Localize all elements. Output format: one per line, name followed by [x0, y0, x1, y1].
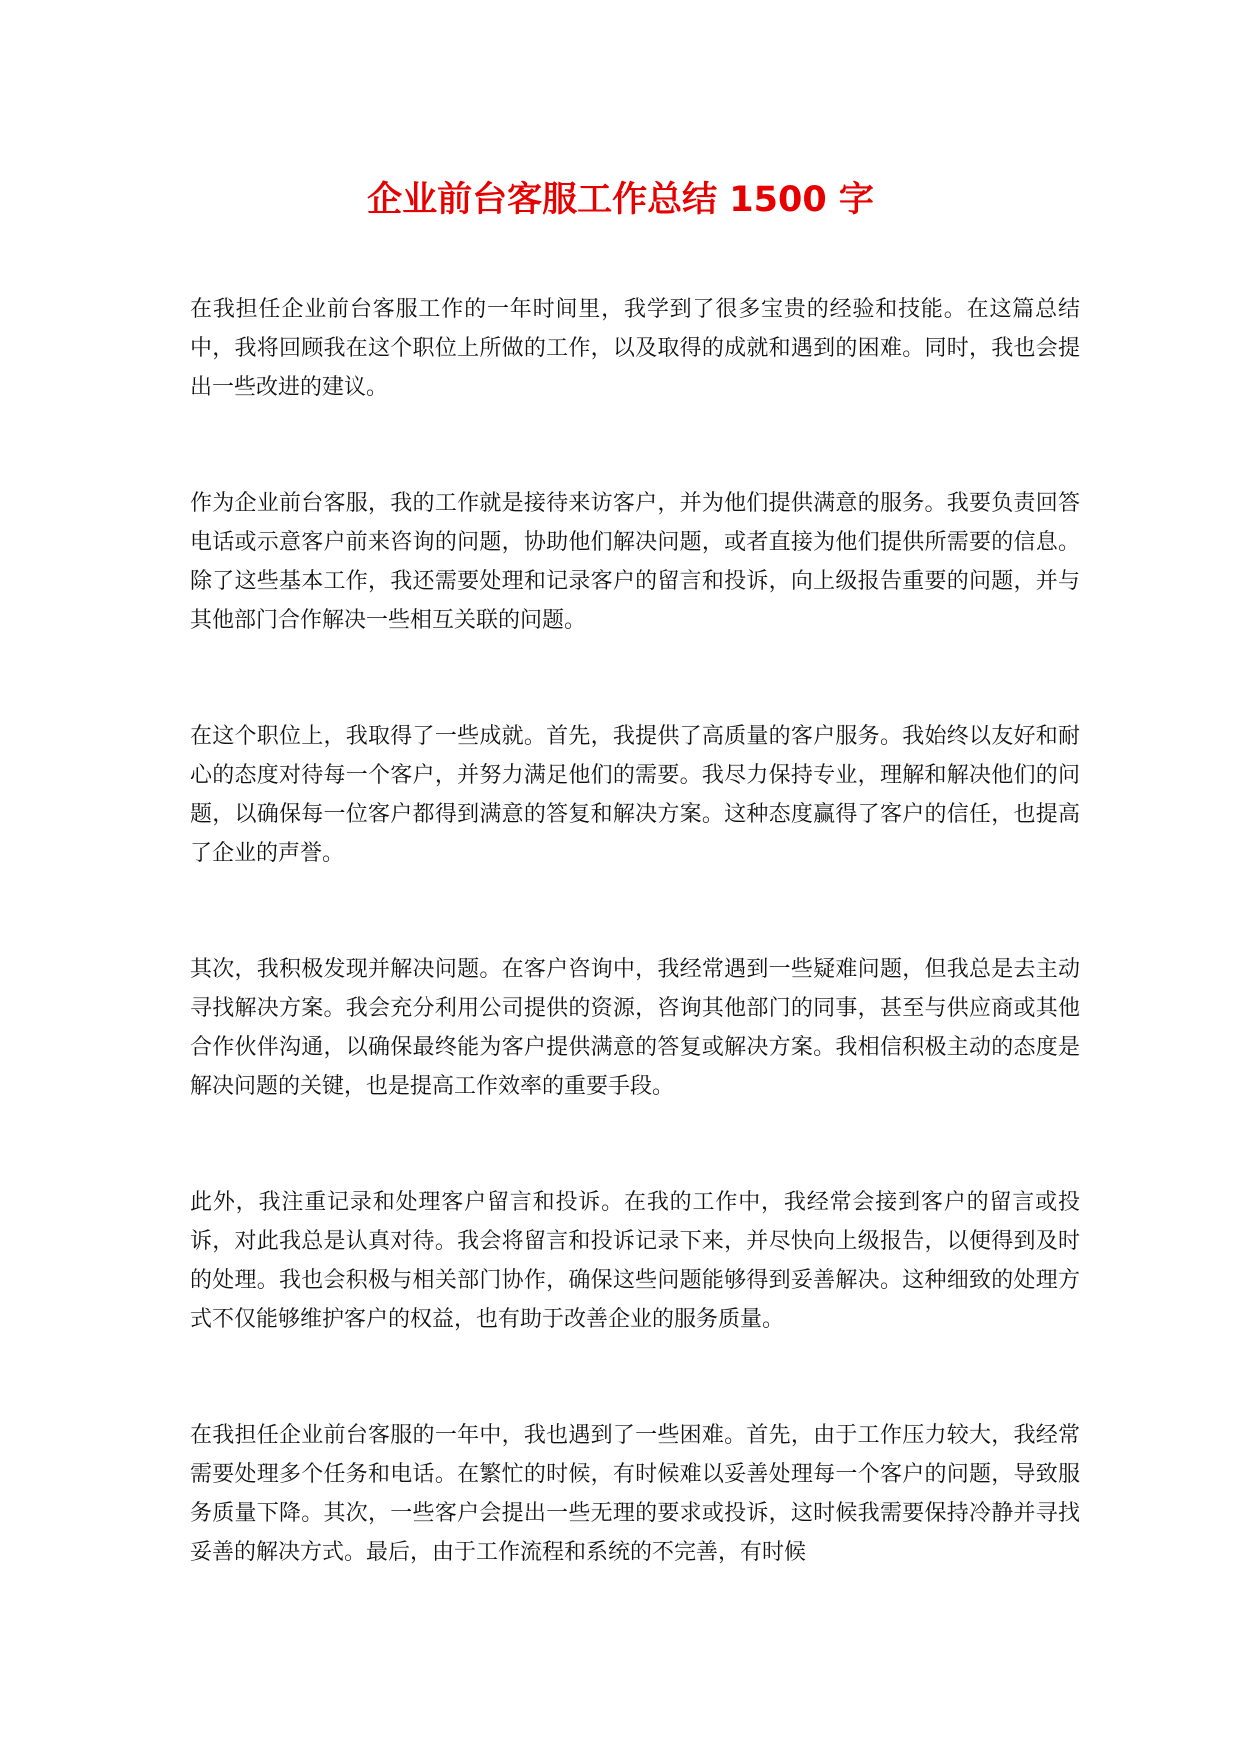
paragraph-intro: 在我担任企业前台客服工作的一年时间里，我学到了很多宝贵的经验和技能。在这篇总结中，我将回顾我在这个职位上所做的工作，以及取得的成就和遇到的困难。同时，我也会提出一些改进的建议。 [190, 297, 1080, 400]
paragraph-achievements: 在这个职位上，我取得了一些成就。首先，我提供了高质量的客户服务。我始终以友好和耐心的态度对待每一个客户，并努力满足他们的需要。我尽力保持专业，理解和解决他们的问题，以确保每一位客户都得到满意的答复和解决方案。这种态度赢得了客户的信任，也提高了企业的声誉。 [190, 724, 1080, 866]
paragraph-complaints: 此外，我注重记录和处理客户留言和投诉。在我的工作中，我经常会接到客户的留言或投诉，对此我总是认真对待。我会将留言和投诉记录下来，并尽快向上级报告，以便得到及时的处理。我也会积极与相关部门协作，确保这些问题能够得到妥善解决。这种细致的处理方式不仅能够维护客户的权益，也有助于改善企业的服务质量。 [190, 1190, 1080, 1332]
paragraph-difficulties: 在我担任企业前台客服的一年中，我也遇到了一些困难。首先，由于工作压力较大，我经常需要处理多个任务和电话。在繁忙的时候，有时候难以妥善处理每一个客户的问题，导致服务质量下降。其次，一些客户会提出一些无理的要求或投诉，这时候我需要保持冷静并寻找妥善的解决方式。最后，由于工作流程和系统的不完善，有时候 [190, 1423, 1080, 1565]
paragraph-duties: 作为企业前台客服，我的工作就是接待来访客户，并为他们提供满意的服务。我要负责回答电话或示意客户前来咨询的问题，协助他们解决问题，或者直接为他们提供所需要的信息。除了这些基本工作，我还需要处理和记录客户的留言和投诉，向上级报告重要的问题，并与其他部门合作解决一些相互关联的问题。 [190, 491, 1080, 633]
paragraph-problem-solving: 其次，我积极发现并解决问题。在客户咨询中，我经常遇到一些疑难问题，但我总是去主动寻找解决方案。我会充分利用公司提供的资源，咨询其他部门的同事，甚至与供应商或其他合作伙伴沟通，以确保最终能为客户提供满意的答复或解决方案。我相信积极主动的态度是解决问题的关键，也是提高工作效率的重要手段。 [190, 957, 1080, 1099]
document-title: 企业前台客服工作总结 1500 字 [367, 180, 874, 220]
document-body [190, 290, 1080, 1649]
